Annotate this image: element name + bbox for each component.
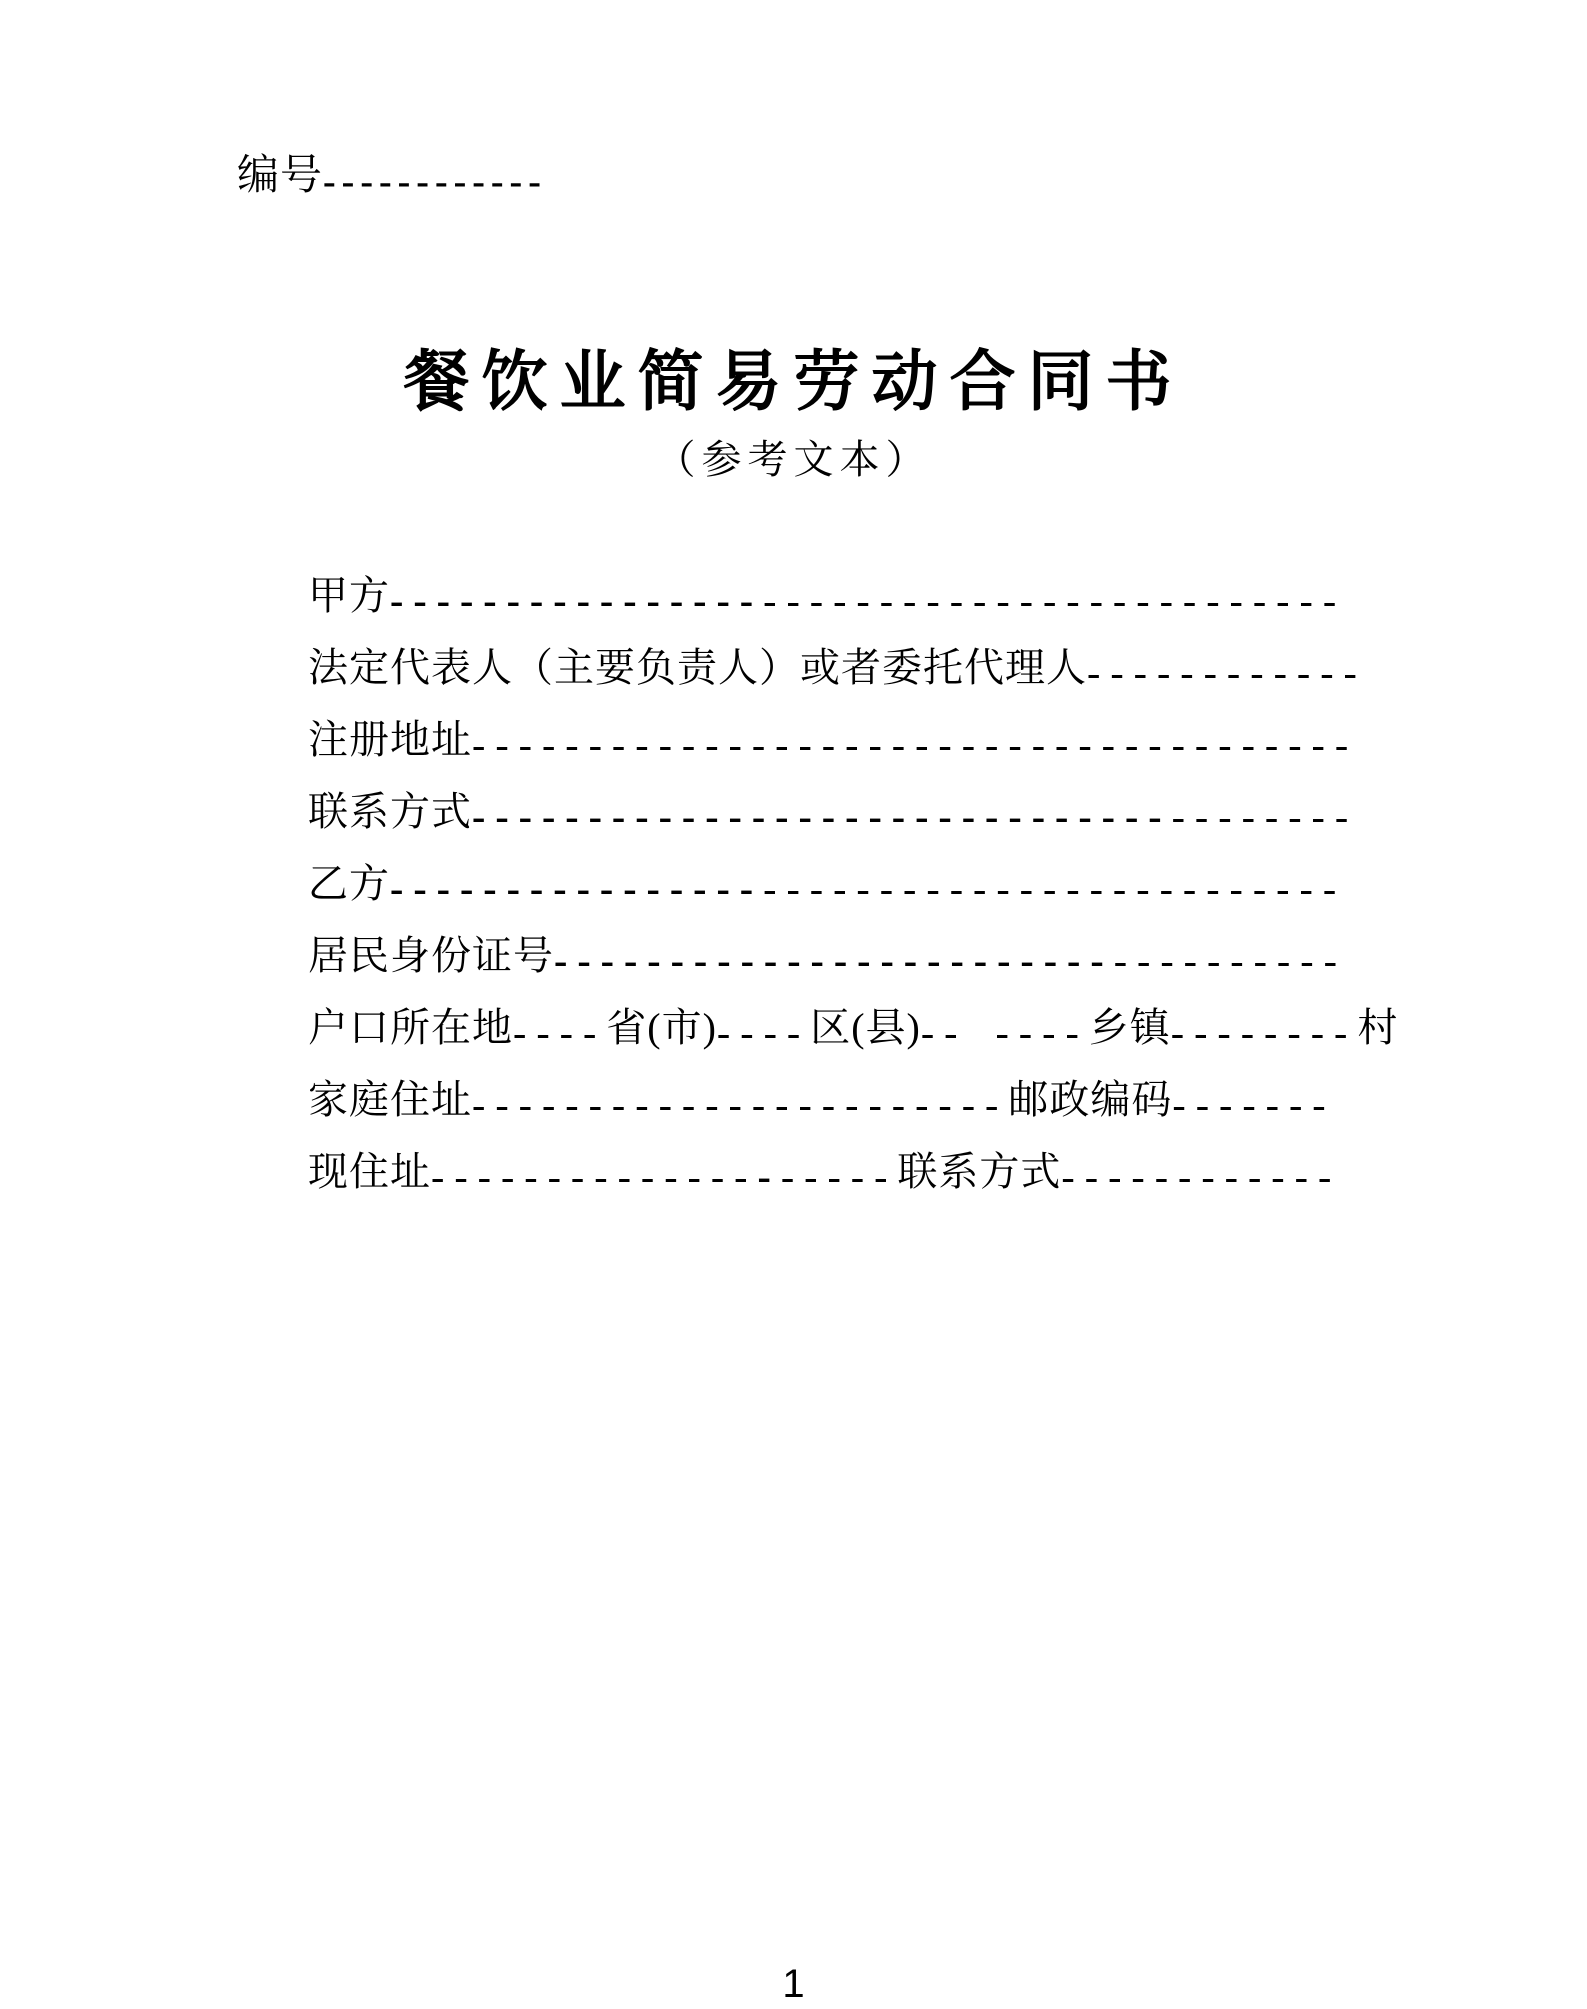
fill-in-blank: -- — [920, 1010, 968, 1056]
field-label: 户口所在地 — [308, 1005, 513, 1050]
fill-in-blank: ---------------- — [390, 578, 764, 624]
fill-in-blank: ----- — [780, 1154, 898, 1200]
fill-in-blank: ------------------------- — [763, 578, 1347, 624]
fill-in-blank: ---- — [995, 1010, 1089, 1056]
fill-in-blank: - — [757, 1154, 781, 1200]
serial-number-label: 编号 — [237, 153, 324, 199]
field-label: 联系方式 — [308, 789, 472, 834]
fill-in-blank: ------------------------------ — [472, 794, 1172, 840]
form-line — [308, 704, 1428, 776]
form-line — [308, 992, 1428, 1064]
field-label: 注册地址 — [308, 717, 472, 762]
fill-in-blank: ------- — [1172, 1082, 1336, 1128]
form-line — [308, 560, 1428, 632]
field-label: 法定代表人（主要负责人）或者委托代理人 — [308, 645, 1087, 690]
document-subtitle: （参考文本） — [655, 437, 932, 482]
fill-in-blank: ------------ — [1061, 1154, 1342, 1200]
fill-in-blank: ---------------- — [390, 866, 764, 912]
field-label: 甲方 — [308, 573, 390, 618]
serial-number-blank: ------------ — [323, 160, 547, 203]
document-title: 餐饮业简易劳动合同书 — [403, 344, 1184, 418]
form-line — [308, 920, 1428, 992]
field-label: 邮政编码 — [1008, 1077, 1173, 1122]
form-lines — [308, 560, 1428, 1208]
form-line — [308, 1136, 1428, 1208]
fill-in-blank: ---- — [716, 1010, 811, 1056]
field-label: 现住址 — [308, 1149, 431, 1194]
field-label: 联系方式 — [897, 1149, 1062, 1194]
field-label: 区(县) — [810, 1005, 921, 1050]
form-line — [308, 776, 1428, 848]
fill-in-blank: -------------- — [431, 1154, 758, 1200]
form-line — [308, 1064, 1428, 1136]
form-line — [308, 848, 1428, 920]
fill-in-blank: ------------------------- — [763, 866, 1347, 912]
fill-in-blank: -------- — [1171, 794, 1359, 840]
fill-in-blank: ---------- — [1113, 938, 1347, 984]
fill-in-blank: ------------------------ — [554, 938, 1114, 984]
page-number: 1 — [782, 1962, 805, 2006]
field-label: 省(市) — [606, 1005, 717, 1050]
field-label: 家庭住址 — [308, 1077, 472, 1122]
fill-in-blank: ----------------------- — [472, 1082, 1009, 1128]
field-label: 乙方 — [308, 861, 390, 906]
field-label: 居民身份证号 — [308, 933, 554, 978]
fill-in-blank: ---- — [513, 1010, 607, 1056]
serial-number-line — [237, 150, 547, 203]
field-label: 乡镇 — [1088, 1005, 1171, 1050]
fill-in-blank: -------------------------------------- — [472, 722, 1359, 768]
fill-in-blank: -------- — [1170, 1010, 1358, 1056]
fill-in-blank: ------------ — [1087, 650, 1367, 696]
form-line — [308, 632, 1428, 704]
field-label: 村 — [1357, 1005, 1399, 1050]
